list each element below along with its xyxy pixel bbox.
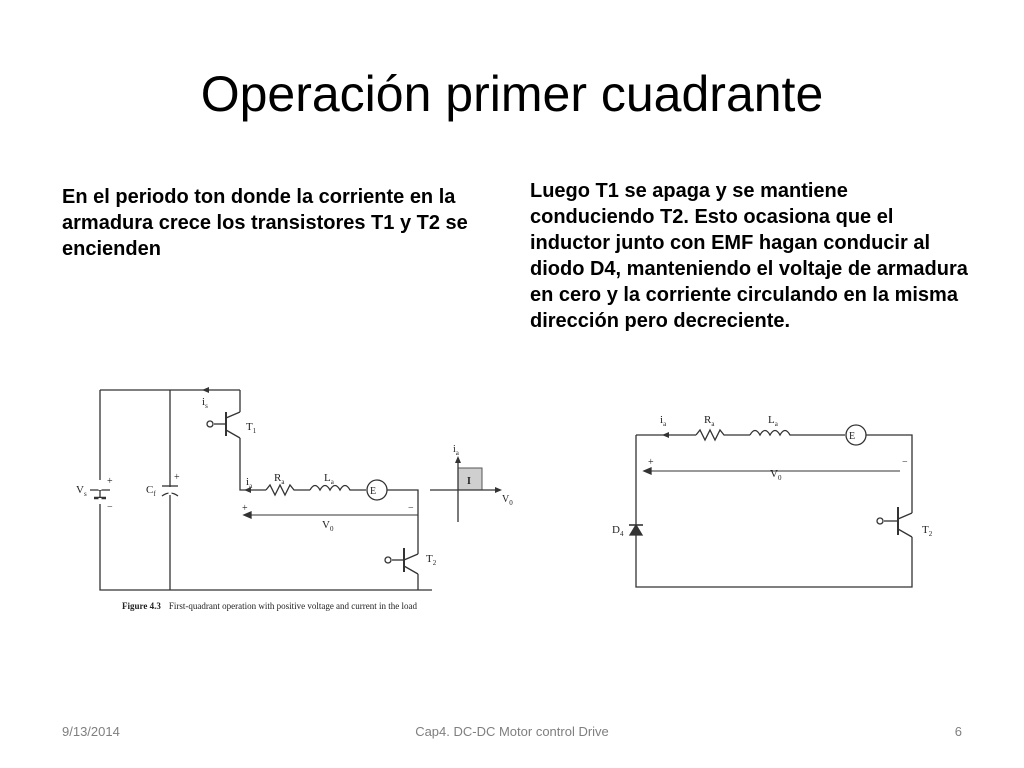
capacitor-cf xyxy=(162,486,178,496)
inductor-la xyxy=(310,486,366,491)
label-e: E xyxy=(370,486,377,497)
label-v0: V xyxy=(322,519,330,531)
label-v0-sub: 0 xyxy=(777,474,782,482)
axis-label-v0-sub: 0 xyxy=(509,499,513,507)
footer-date: 9/13/2014 xyxy=(62,724,120,739)
v0-plus-sign: + xyxy=(648,457,654,468)
right-text-block: Luego T1 se apaga y se mantiene conduciendo T2. Esto ocasiona que el inductor junto con EMF hagan conducir al diodo D4, manteniendo el voltaje de armadura en cero y la corriente circulando en la misma dirección pero decreciente. xyxy=(530,180,968,332)
footer-page-number: 6 xyxy=(954,724,962,739)
svg-text:V0 xyxy=(770,468,782,482)
v0-plus-sign: + xyxy=(242,503,248,514)
figure-caption-text: First-quadrant operation with positive voltage and current in the load xyxy=(168,601,418,611)
svg-text:La xyxy=(324,472,335,486)
v0-minus-sign: − xyxy=(902,457,908,468)
svg-text:ia xyxy=(246,476,253,490)
label-ia-sub: a xyxy=(663,420,667,428)
label-vs: V xyxy=(76,484,84,496)
svg-text:D4 xyxy=(612,524,624,538)
diode-d4 xyxy=(629,525,643,535)
axis-label-ia: i xyxy=(453,444,456,455)
label-is-sub: s xyxy=(205,402,208,410)
svg-text:Ra xyxy=(704,414,715,428)
label-t1-sub: 1 xyxy=(252,427,257,435)
svg-text:T2 xyxy=(426,553,437,567)
label-ra: R xyxy=(274,472,282,484)
svg-text:is xyxy=(202,396,208,410)
label-la: L xyxy=(768,414,775,426)
left-text-block: En el periodo ton donde la corriente en la armadura crece los transistores T1 y T2 se encienden xyxy=(62,186,468,260)
label-d4-sub: 4 xyxy=(619,530,624,538)
label-vs-sub: s xyxy=(83,490,87,498)
svg-text:Vs xyxy=(76,484,87,498)
quadrant-plot xyxy=(430,456,502,522)
svg-text:E xyxy=(370,486,376,497)
label-t1: T xyxy=(246,421,253,433)
label-t2: T xyxy=(426,553,433,565)
ia-arrow xyxy=(662,432,669,438)
label-ia: i xyxy=(246,476,250,488)
vs-minus-sign: − xyxy=(107,502,113,513)
label-la-sub: a xyxy=(774,420,778,428)
transistor-t2 xyxy=(877,507,912,545)
v0-arrow-head xyxy=(644,468,651,474)
load-wire-right xyxy=(387,490,418,554)
v0-minus-sign: − xyxy=(408,503,414,514)
svg-text:V0 xyxy=(502,494,513,507)
svg-text:E xyxy=(849,431,855,442)
label-cf-sub: f xyxy=(153,490,156,498)
label-la: L xyxy=(324,472,331,484)
label-is: i xyxy=(202,396,206,408)
svg-text:Ra xyxy=(274,472,285,486)
label-t2-sub: 2 xyxy=(928,530,933,538)
figure-caption-number: Figure 4.3 xyxy=(122,601,161,611)
label-e: E xyxy=(849,431,856,442)
axis-label-ia-sub: a xyxy=(455,449,459,457)
is-arrow xyxy=(202,387,209,393)
first-quadrant-circuit-diagram xyxy=(66,372,526,622)
label-ra: R xyxy=(704,414,712,426)
label-t2-sub: 2 xyxy=(432,559,437,567)
svg-text:Cf xyxy=(146,484,156,498)
label-ra-sub: a xyxy=(711,420,715,428)
transistor-t1 xyxy=(207,412,240,484)
label-t2: T xyxy=(922,524,929,536)
label-d4: D xyxy=(612,524,620,536)
resistor-ra xyxy=(696,430,750,440)
svg-text:ia xyxy=(660,414,667,428)
slide-title: Operación primer cuadrante xyxy=(200,66,824,122)
label-v0: V xyxy=(770,468,778,480)
top-wire-right xyxy=(866,435,912,513)
freewheeling-circuit-diagram xyxy=(600,395,940,605)
resistor-ra xyxy=(266,485,310,495)
svg-text:ia xyxy=(453,444,460,457)
svg-text:T2 xyxy=(922,524,933,538)
label-ia-sub: a xyxy=(249,482,253,490)
svg-text:Figure 4.3First-quadrant opera xyxy=(122,601,418,611)
load-wire-left xyxy=(240,484,266,490)
label-cf: C xyxy=(146,484,154,496)
loop-wire xyxy=(636,435,912,587)
label-la-sub: a xyxy=(330,478,334,486)
inductor-la xyxy=(750,431,845,436)
vs-plus-sign: + xyxy=(107,476,113,487)
label-v0-sub: 0 xyxy=(329,525,334,533)
label-ia: i xyxy=(660,414,664,426)
cf-plus-sign: + xyxy=(174,472,180,483)
svg-text:V0 xyxy=(322,519,334,533)
transistor-t2 xyxy=(385,548,418,590)
svg-text:La xyxy=(768,414,779,428)
svg-text:T1 xyxy=(246,421,257,435)
axis-label-v0: V xyxy=(502,494,510,505)
footer-title: Cap4. DC-DC Motor control Drive xyxy=(415,724,609,739)
label-ra-sub: a xyxy=(281,478,285,486)
quadrant-label: I xyxy=(467,476,471,487)
